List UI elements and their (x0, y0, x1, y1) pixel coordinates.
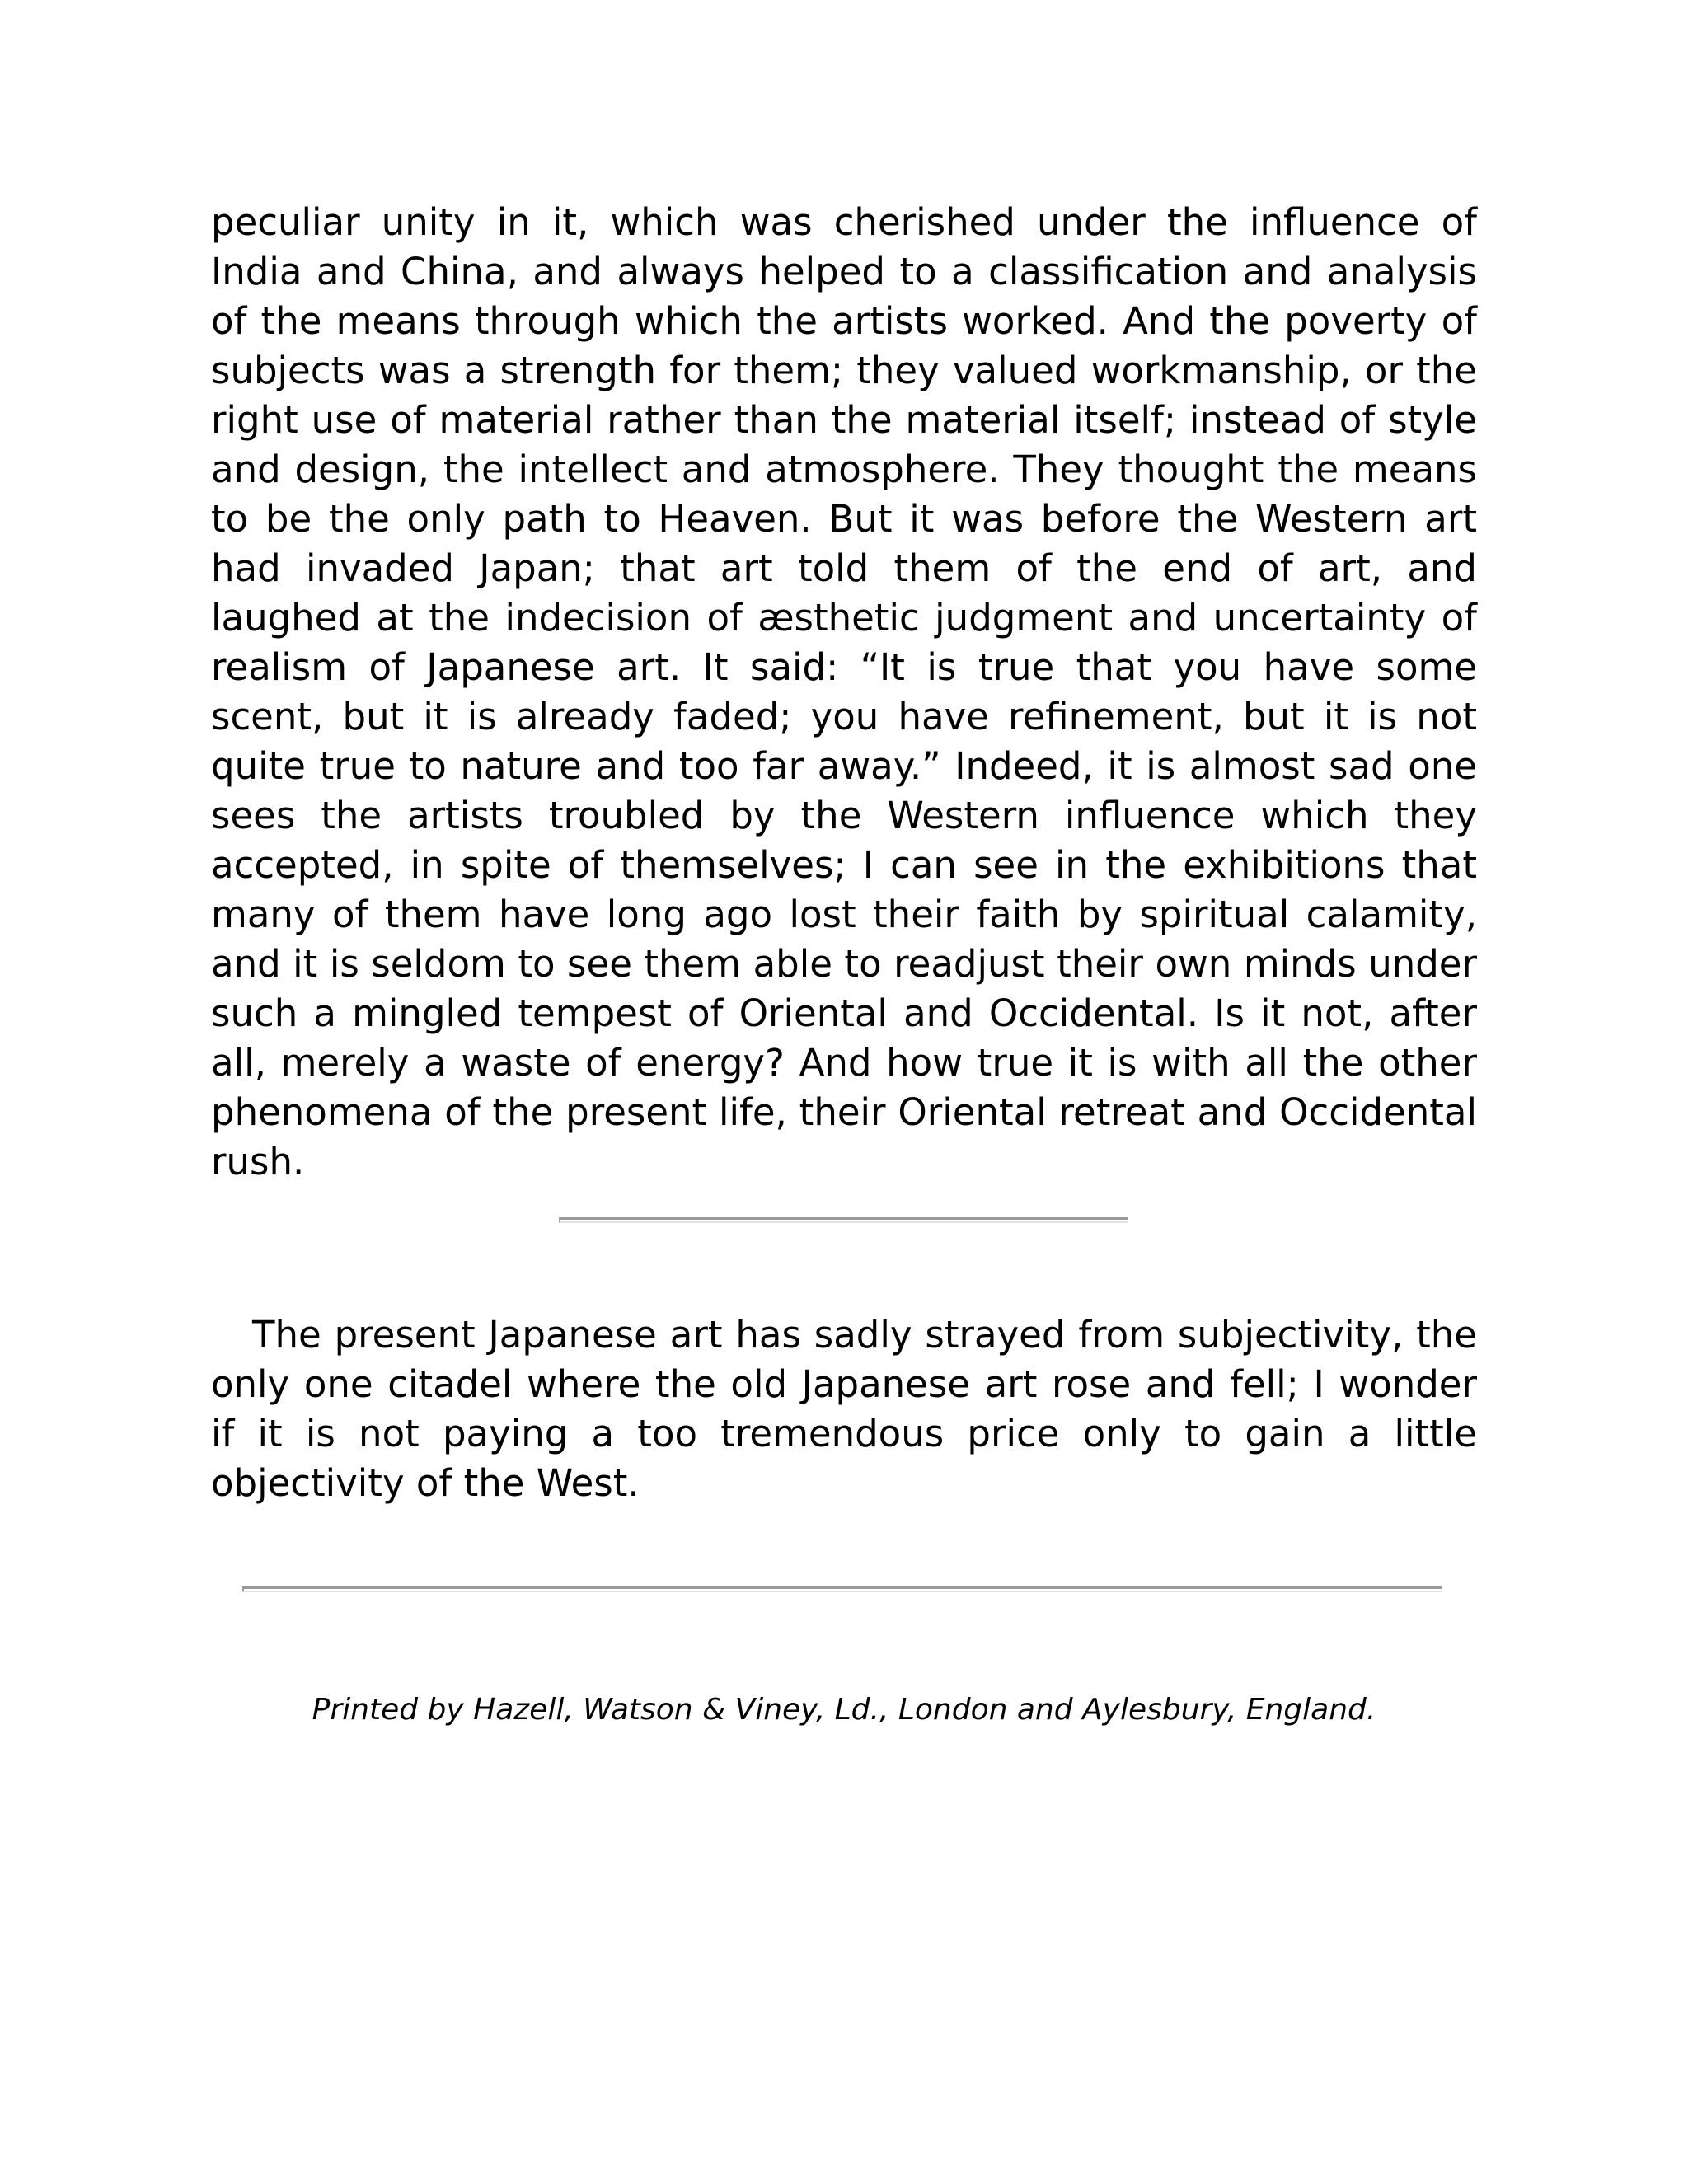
body-paragraph-2: The present Japanese art has sadly strayed from subjectivity, the only one citadel where the old Japanese art rose and fell; I wonder if it is not paying a too tremendous price only to gain a little objectivity of the West. (211, 1313, 1477, 1505)
body-paragraph-1: peculiar unity in it, which was cherished under the influence of India and China, and always helped to a classification and analysis of the means through which the artists worked. And the poverty of subjects was a strength for them; they valued workmanship, or the right use of material rather than the material itself; instead of style and design, the intellect and atmosphere. They thought the means to be the only path to Heaven. But it was before the Western art had invaded Japan; that art told them of the end of art, and laughed at the indecision of æsthetic judgment and uncertainty of realism of Japanese art. It said: “It is true that you have some scent, but it is already faded; you have refinement, but it is not quite true to nature and too far away.” Indeed, it is almost sad one sees the artists troubled by the Western influence which they accepted, in spite of themselves; I can see in the exhibitions that many of them have long ago lost their faith by spiritual calamity, and it is seldom to see them able to readjust their own minds under such a mingled tempest of Oriental and Occidental. Is it not, after all, merely a waste of energy? And how true it is with all the other phenomena of the present life, their Oriental retreat and Occidental rush. (211, 200, 1477, 1183)
printer-colophon: Printed by Hazell, Watson & Viney, Ld., London and Aylesbury, England. (312, 1693, 1376, 1727)
section-divider-short (559, 1217, 1128, 1223)
section-divider-long (242, 1586, 1442, 1592)
